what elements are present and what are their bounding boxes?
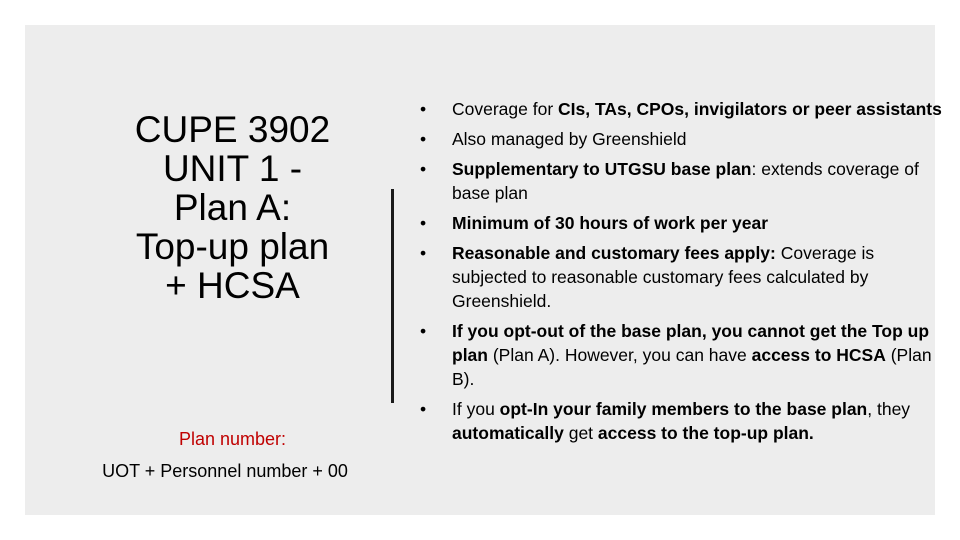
bullet-text: : extends coverage of base plan [452,159,919,203]
bullet-text: If you [452,399,500,419]
slide [25,25,942,515]
bullet-item [415,157,945,205]
bullet-text-bold: CIs, TAs, CPOs, invigilators or peer assistants [558,99,942,119]
bullet-text: (Plan A). However, you can have [487,345,752,365]
bullet-item [415,127,945,151]
plan-number-label: Plan number: [178,429,287,449]
title-line: UNIT 1 - [162,148,303,189]
slide-title [85,110,380,305]
bullet-text: Also managed by Greenshield [452,129,687,149]
bullet-item [415,97,945,121]
bullet-text: Coverage is subjected to reasonable customary fees calculated by Greenshield. [452,243,875,311]
bullet-text-bold: Reasonable and customary fees apply: [452,243,781,263]
bullet-text-bold: opt-In your family members to the base plan [499,399,868,419]
bullet-item [415,319,945,391]
bullet-item [415,241,945,313]
bullet-text-bold: Supplementary to UTGSU base plan [452,159,752,179]
bullet-text-bold: access to the top-up plan. [597,423,814,443]
bullet-text-bold: Minimum of 30 hours of work per year [452,213,769,233]
bullet-text: (Plan B). [452,345,932,389]
bullet-list [415,97,945,451]
bullet-text-bold: automatically [452,423,564,443]
bullet-text: Coverage for [452,99,559,119]
bullet-text-bold: If you opt-out of the base plan, you cannot get the Top up plan [452,321,930,365]
bullet-text: get [563,423,598,443]
title-line: Plan A: [173,187,292,228]
bullet-text: , they [867,399,911,419]
title-line: Top-up plan [135,226,330,267]
vertical-divider [391,189,394,403]
title-line: + HCSA [165,265,300,306]
bullet-item [415,397,945,445]
bullet-text-bold: access to HCSA [751,345,886,365]
bullet-item [415,211,945,235]
title-line: CUPE 3902 [134,109,331,150]
plan-number-value: UOT + Personnel number + 00 [102,461,348,481]
